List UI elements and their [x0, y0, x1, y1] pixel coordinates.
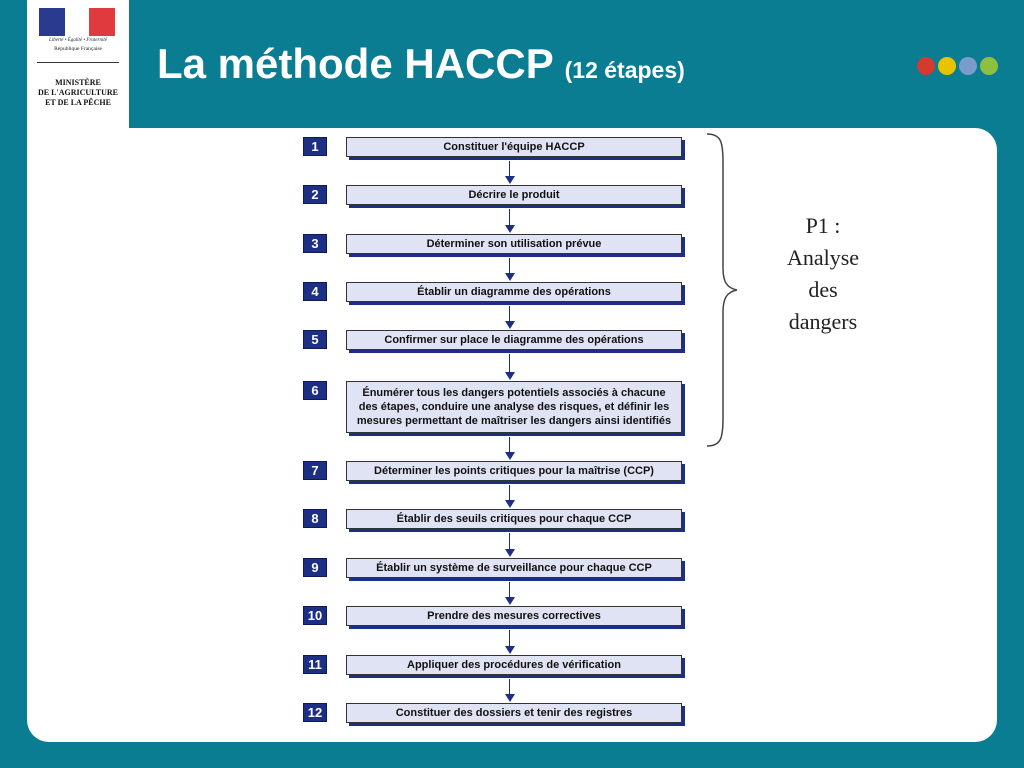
step-number: 3 — [303, 234, 327, 253]
flow-arrow-icon — [505, 582, 515, 606]
group-brace-icon — [701, 132, 747, 448]
step-number: 10 — [303, 606, 327, 625]
marianne-flag-icon — [39, 8, 115, 36]
step-label: Constituer des dossiers et tenir des registres — [346, 703, 682, 723]
accent-dot-red — [917, 57, 935, 75]
step-label: Établir un diagramme des opérations — [346, 282, 682, 302]
ministry-name — [29, 78, 127, 108]
flow-arrow-icon — [505, 306, 515, 330]
page-title — [157, 40, 685, 88]
step-label: Décrire le produit — [346, 185, 682, 205]
content-panel — [27, 128, 997, 742]
step-number: 8 — [303, 509, 327, 528]
logo-republic: République Française — [54, 46, 102, 52]
ministry-logo — [27, 0, 129, 128]
step-label: Appliquer des procédures de vérification — [346, 655, 682, 675]
group-label — [772, 210, 874, 338]
flow-arrow-icon — [505, 485, 515, 509]
step-label: Déterminer son utilisation prévue — [346, 234, 682, 254]
step-label: Confirmer sur place le diagramme des opérations — [346, 330, 682, 350]
step-number: 6 — [303, 381, 327, 400]
step-label: Prendre des mesures correctives — [346, 606, 682, 626]
flow-arrow-icon — [505, 209, 515, 234]
accent-dot-blue — [959, 57, 977, 75]
step-number: 12 — [303, 703, 327, 722]
flow-arrow-icon — [505, 161, 515, 185]
step-label: Établir des seuils critiques pour chaque CCP — [346, 509, 682, 529]
accent-dots — [917, 57, 998, 75]
group-label-line: dangers — [788, 309, 858, 334]
logo-motto: Liberté • Égalité • Fraternité — [49, 38, 107, 43]
flow-arrow-icon — [505, 354, 515, 381]
flow-arrow-icon — [505, 437, 515, 461]
step-number: 7 — [303, 461, 327, 480]
ministry-line: DE L'AGRICULTURE — [38, 88, 118, 97]
step-label: Constituer l'équipe HACCP — [346, 137, 682, 157]
flow-arrow-icon — [505, 258, 515, 282]
group-label-line: des — [808, 277, 838, 302]
group-label-line: Analyse — [786, 245, 860, 270]
flow-arrow-icon — [505, 533, 515, 558]
step-number: 4 — [303, 282, 327, 301]
logo-divider — [37, 62, 119, 63]
accent-dot-yellow — [938, 57, 956, 75]
flow-arrow-icon — [505, 630, 515, 655]
step-number: 9 — [303, 558, 327, 577]
ministry-line: ET DE LA PÊCHE — [45, 98, 111, 107]
step-label: Énumérer tous les dangers potentiels associés à chacune des étapes, conduire une analyse des risques, et définir les mesures permettant de maîtriser les dangers ainsi identifiés — [346, 381, 682, 433]
title-main: La méthode HACCP — [157, 40, 553, 87]
title-sub: (12 étapes) — [564, 57, 685, 83]
ministry-line: MINISTÈRE — [55, 78, 101, 87]
flow-arrow-icon — [505, 679, 515, 703]
step-number: 2 — [303, 185, 327, 204]
step-label: Établir un système de surveillance pour chaque CCP — [346, 558, 682, 578]
step-number: 1 — [303, 137, 327, 156]
step-label: Déterminer les points critiques pour la maîtrise (CCP) — [346, 461, 682, 481]
step-number: 11 — [303, 655, 327, 674]
group-label-line: P1 : — [805, 213, 841, 238]
step-number: 5 — [303, 330, 327, 349]
accent-dot-green — [980, 57, 998, 75]
